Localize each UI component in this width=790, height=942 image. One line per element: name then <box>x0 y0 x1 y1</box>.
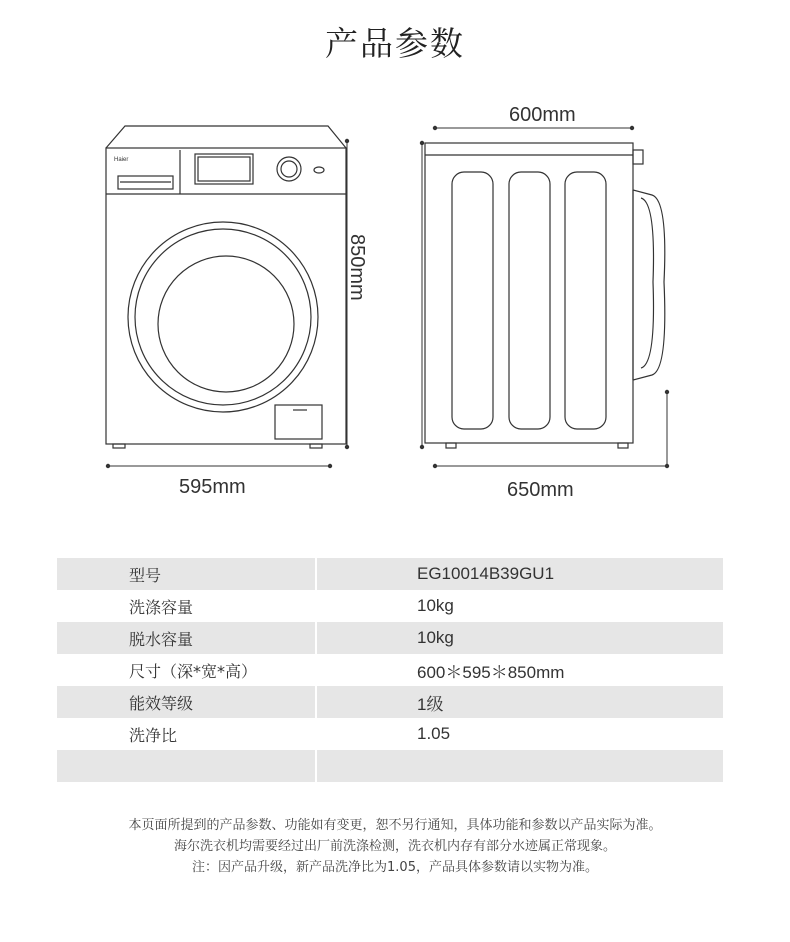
dimension-lines <box>108 128 667 466</box>
spec-value: 600＊595＊850mm <box>417 662 565 682</box>
side-width-label: 600mm <box>509 104 576 126</box>
spec-label: 尺寸（深*宽*高） <box>129 661 258 681</box>
table-row <box>57 718 723 750</box>
spec-label <box>57 750 315 782</box>
front-view-drawing <box>106 126 346 448</box>
spec-value: 1级 <box>317 686 723 718</box>
spec-label: 型号 <box>57 558 315 590</box>
spec-value <box>317 750 723 782</box>
spec-value: 10kg <box>417 596 454 615</box>
spec-value: 10kg <box>317 622 723 654</box>
table-row <box>57 654 723 686</box>
spec-label: 脱水容量 <box>57 622 315 654</box>
note-line: 海尔洗衣机均需要经过出厂前洗涤检测，洗衣机内存有部分水迹属正常现象。 <box>173 839 616 854</box>
table-row <box>57 622 723 654</box>
table-row <box>57 686 723 718</box>
page-title: 产品参数 <box>325 24 465 63</box>
height-label: 850mm <box>346 234 368 301</box>
front-width-label: 595mm <box>179 476 246 498</box>
table-row <box>57 750 723 782</box>
spec-label: 洗涤容量 <box>129 597 194 617</box>
spec-table <box>57 558 723 782</box>
spec-label: 洗净比 <box>129 725 178 745</box>
dimension-endpoints <box>106 126 669 468</box>
spec-value: EG10014B39GU1 <box>317 558 723 590</box>
table-row <box>57 558 723 590</box>
depth-label: 650mm <box>507 479 574 501</box>
disclaimer-notes <box>0 815 790 878</box>
note-line: 注：因产品升级，新产品洗净比为1.05，产品具体参数请以实物为准。 <box>192 860 598 875</box>
side-view-drawing <box>425 143 665 448</box>
note-line: 本页面所提到的产品参数、功能如有变更，恕不另行通知，具体功能和参数以产品实际为准。 <box>128 818 662 833</box>
table-row <box>57 590 723 622</box>
brand-logo-text: Haier <box>114 157 129 163</box>
spec-label: 能效等级 <box>57 686 315 718</box>
spec-value: 1.05 <box>417 724 451 743</box>
